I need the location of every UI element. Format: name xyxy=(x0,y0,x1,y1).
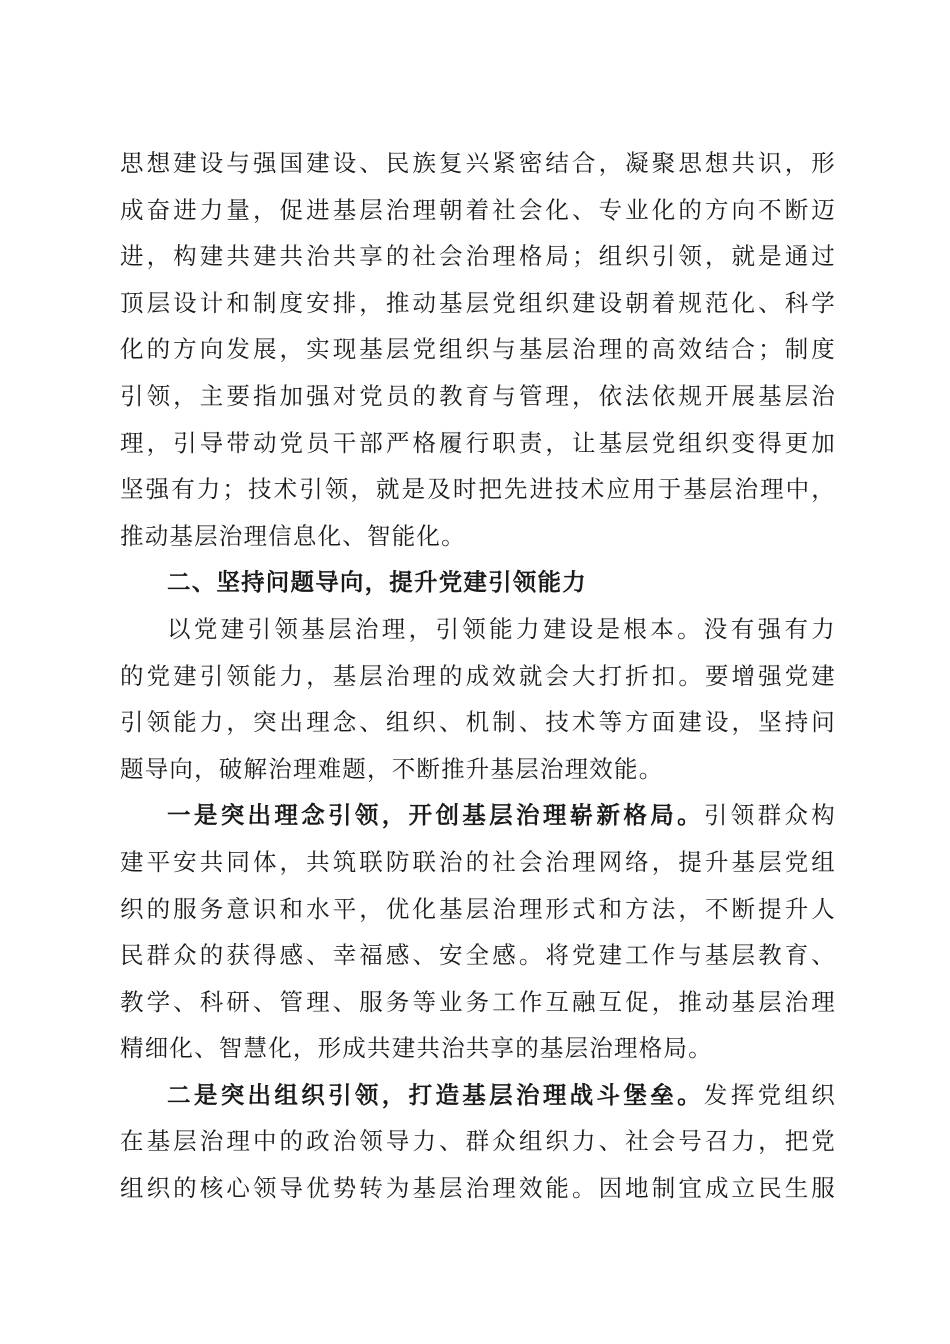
text-line: 精细化、智慧化，形成共建共治共享的基层治理格局。 xyxy=(120,1034,713,1063)
text-line: 教学、科研、管理、服务等业务工作互融互促，推动基层治理 xyxy=(120,987,836,1016)
text-line: 理，引导带动党员干部严格履行职责，让基层党组织变得更加 xyxy=(120,428,836,457)
text-line: 引领能力，突出理念、组织、机制、技术等方面建设，坚持问 xyxy=(120,708,836,737)
paragraph-one xyxy=(120,792,836,1072)
text-line: 在基层治理中的政治领导力、群众组织力、社会号召力，把党 xyxy=(120,1127,836,1156)
text-line: 引领，主要指加强对党员的教育与管理，依法依规开展基层治 xyxy=(120,381,836,410)
text-line: 坚强有力；技术引领，就是及时把先进技术应用于基层治理中， xyxy=(120,475,836,504)
text-line: 化的方向发展，实现基层党组织与基层治理的高效结合；制度 xyxy=(120,335,836,364)
document-body xyxy=(120,140,836,1212)
paragraph-intro xyxy=(120,606,836,792)
text-line: 以党建引领基层治理，引领能力建设是根本。没有强有力 xyxy=(167,614,836,643)
paragraph-continued xyxy=(120,140,836,559)
text-line: 思想建设与强国建设、民族复兴紧密结合，凝聚思想共识，形 xyxy=(120,149,836,177)
text-line: 推动基层治理信息化、智能化。 xyxy=(120,521,466,550)
text-line: 进，构建共建共治共享的社会治理格局；组织引领，就是通过 xyxy=(120,242,836,271)
text-line: 民群众的获得感、幸福感、安全感。将党建工作与基层教育、 xyxy=(120,941,836,970)
text-run: 引领群众构 xyxy=(703,801,836,830)
text-line: 建平安共同体，共筑联防联治的社会治理网络，提升基层党组 xyxy=(120,847,836,876)
paragraph-lead: 一是突出理念引领，开创基层治理崭新格局。 xyxy=(167,801,704,830)
text-line: 的党建引领能力，基层治理的成效就会大打折扣。要增强党建 xyxy=(120,661,836,690)
paragraph-lead: 二是突出组织引领，打造基层治理战斗堡垒。 xyxy=(167,1080,704,1109)
text-line: 成奋进力量，促进基层治理朝着社会化、专业化的方向不断迈 xyxy=(120,195,836,224)
text-line xyxy=(120,792,836,839)
text-line: 题导向，破解治理难题，不断推升基层治理效能。 xyxy=(120,754,664,783)
text-line: 组织的核心领导优势转为基层治理效能。因地制宜成立民生服 xyxy=(120,1174,836,1203)
text-line: 织的服务意识和水平，优化基层治理形式和方法，不断提升人 xyxy=(120,894,836,923)
text-run: 发挥党组织 xyxy=(703,1080,836,1109)
paragraph-two xyxy=(120,1072,836,1212)
text-line: 顶层设计和制度安排，推动基层党组织建设朝着规范化、科学 xyxy=(120,288,836,317)
text-line xyxy=(120,1072,836,1119)
section-heading: 二、坚持问题导向，提升党建引领能力 xyxy=(167,568,587,597)
